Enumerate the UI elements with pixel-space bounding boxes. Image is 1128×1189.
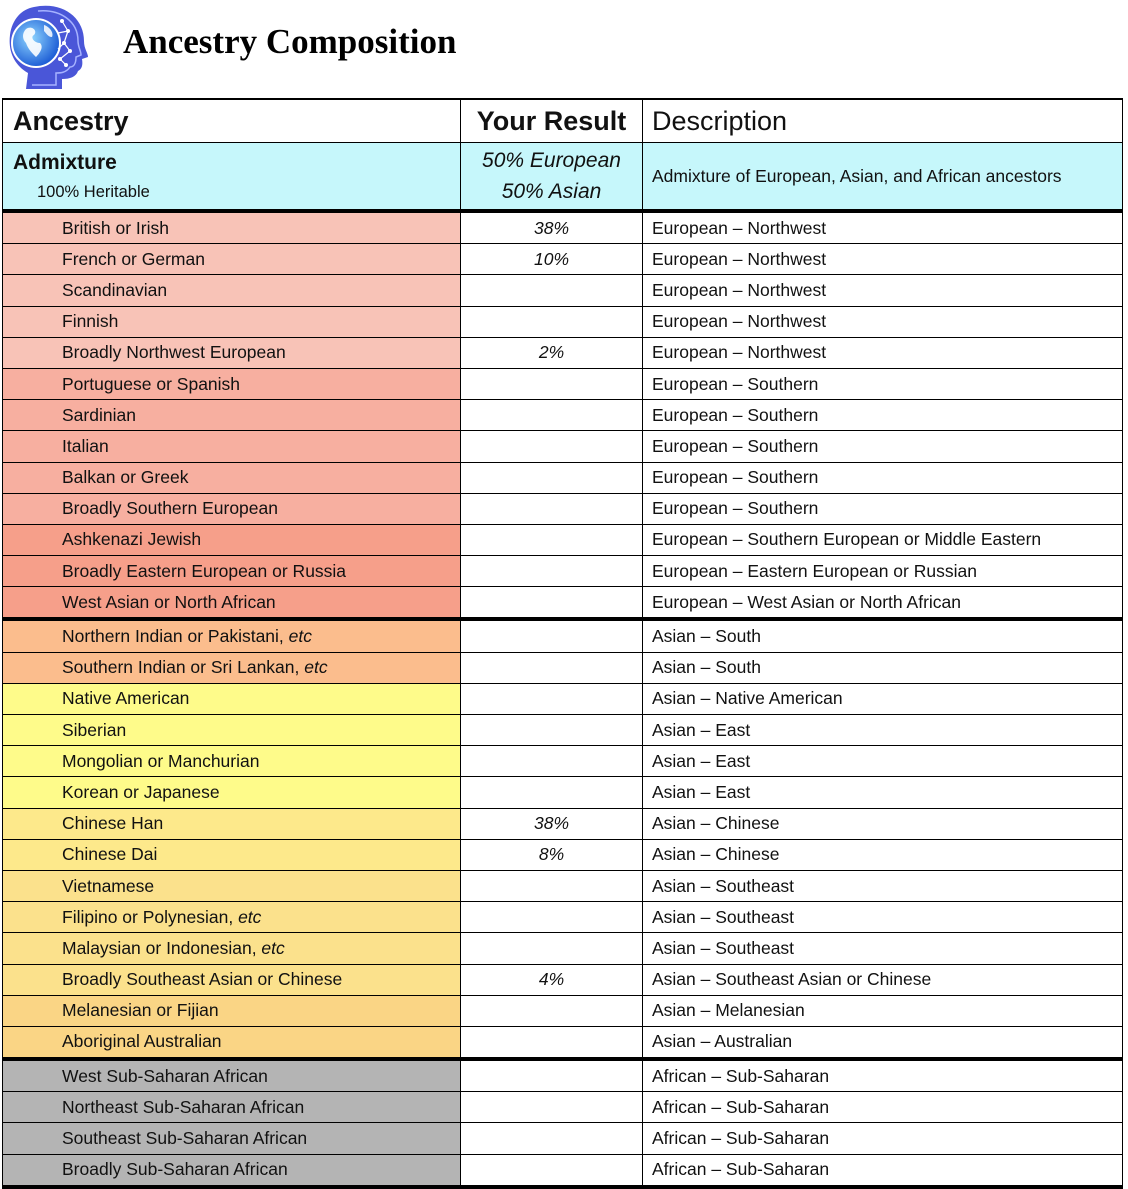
column-header-ancestry: Ancestry <box>3 99 461 143</box>
ancestry-name: Aboriginal Australian <box>62 1031 222 1052</box>
ancestry-name: Broadly Eastern European or Russia <box>62 560 347 581</box>
ancestry-etc: etc <box>288 626 313 647</box>
result-percent <box>461 400 643 431</box>
result-percent <box>461 493 643 524</box>
result-percent <box>461 933 643 964</box>
ancestry-name: Broadly Sub-Saharan African <box>62 1159 288 1180</box>
table-row <box>3 933 1123 964</box>
result-percent: 10% <box>461 244 643 275</box>
ancestry-description: Asian – Southeast <box>643 870 1123 901</box>
ancestry-description: African – Sub-Saharan <box>643 1059 1123 1092</box>
admixture-result-cell <box>461 143 643 212</box>
ancestry-description: Asian – South <box>643 652 1123 683</box>
ancestry-name-cell <box>3 431 461 462</box>
ancestry-name: Vietnamese <box>62 875 155 896</box>
ancestry-name: Northern Indian or Pakistani, <box>62 626 289 647</box>
result-percent: 4% <box>461 964 643 995</box>
ancestry-name: Ashkenazi Jewish <box>62 529 202 550</box>
result-percent <box>461 777 643 808</box>
ancestry-name-cell <box>3 1059 461 1092</box>
table-row <box>3 1092 1123 1123</box>
result-percent <box>461 462 643 493</box>
african-group <box>3 1059 1123 1187</box>
table-row <box>3 683 1123 714</box>
admixture-cell <box>3 143 461 212</box>
result-percent: 38% <box>461 808 643 839</box>
table-row <box>3 746 1123 777</box>
admixture-name: Admixture <box>13 150 117 174</box>
ancestry-description: Asian – Australian <box>643 1026 1123 1059</box>
ancestry-description: European – Southern European or Middle Eastern <box>643 524 1123 555</box>
ancestry-name-cell <box>3 524 461 555</box>
ancestry-name: Broadly Southeast Asian or Chinese <box>62 969 343 990</box>
ancestry-name: Sardinian <box>62 404 136 425</box>
ancestry-name: Portuguese or Spanish <box>62 373 241 394</box>
ancestry-name-cell <box>3 995 461 1026</box>
table-row <box>3 211 1123 244</box>
ancestry-description: European – Southern <box>643 368 1123 399</box>
column-header-description: Description <box>643 99 1123 143</box>
table-row <box>3 995 1123 1026</box>
ancestry-description: African – Sub-Saharan <box>643 1154 1123 1187</box>
ancestry-description: European – West Asian or North African <box>643 587 1123 620</box>
result-percent <box>461 524 643 555</box>
ancestry-name-cell <box>3 556 461 587</box>
ancestry-name-cell <box>3 902 461 933</box>
table-row <box>3 400 1123 431</box>
table-row <box>3 462 1123 493</box>
ancestry-name: Native American <box>62 688 190 709</box>
ancestry-name: Siberian <box>62 719 127 740</box>
result-percent <box>461 995 643 1026</box>
ancestry-description: Asian – Southeast <box>643 933 1123 964</box>
ancestry-description: European – Northwest <box>643 275 1123 306</box>
ancestry-name: Filipino or Polynesian, <box>62 906 239 927</box>
ancestry-name: Chinese Dai <box>62 844 158 865</box>
ancestry-name-cell <box>3 1154 461 1187</box>
result-percent <box>461 1154 643 1187</box>
table-row <box>3 1154 1123 1187</box>
table-row <box>3 870 1123 901</box>
ancestry-name: Finnish <box>62 311 119 332</box>
ancestry-name: West Sub-Saharan African <box>62 1065 268 1086</box>
ancestry-name: Southern Indian or Sri Lankan, <box>62 657 305 678</box>
ancestry-name-cell <box>3 1026 461 1059</box>
ancestry-name: Melanesian or Fijian <box>62 1000 219 1021</box>
page-header <box>0 0 1128 98</box>
ancestry-name: British or Irish <box>62 217 169 238</box>
ancestry-description: Asian – Native American <box>643 683 1123 714</box>
admixture-description: Admixture of European, Asian, and African ancestors <box>643 143 1123 212</box>
ancestry-name-cell <box>3 275 461 306</box>
column-header-result: Your Result <box>461 99 643 143</box>
ancestry-description: European – Northwest <box>643 244 1123 275</box>
table-row <box>3 964 1123 995</box>
ancestry-description: European – Southern <box>643 462 1123 493</box>
table-row <box>3 1059 1123 1092</box>
ancestry-description: European – Northwest <box>643 306 1123 337</box>
ancestry-name-cell <box>3 306 461 337</box>
table-row <box>3 808 1123 839</box>
table-row <box>3 337 1123 368</box>
ancestry-name: Chinese Han <box>62 813 164 834</box>
ancestry-name-cell <box>3 1123 461 1154</box>
ancestry-name: Malaysian or Indonesian, <box>62 937 262 958</box>
ancestry-name-cell <box>3 1092 461 1123</box>
ancestry-description: Asian – Southeast Asian or Chinese <box>643 964 1123 995</box>
admixture-row <box>3 143 1123 212</box>
ancestry-name-cell <box>3 619 461 652</box>
table-row <box>3 431 1123 462</box>
ancestry-name: Broadly Southern European <box>62 498 278 519</box>
ancestry-description: Asian – East <box>643 715 1123 746</box>
ancestry-name: Scandinavian <box>62 279 168 300</box>
result-percent <box>461 275 643 306</box>
ancestry-description: European – Eastern European or Russian <box>643 556 1123 587</box>
result-percent <box>461 1059 643 1092</box>
result-percent <box>461 902 643 933</box>
table-row <box>3 619 1123 652</box>
ancestry-name-cell <box>3 652 461 683</box>
result-percent <box>461 368 643 399</box>
table-row <box>3 244 1123 275</box>
ancestry-name-cell <box>3 964 461 995</box>
ancestry-description: African – Sub-Saharan <box>643 1092 1123 1123</box>
ancestry-name-cell <box>3 462 461 493</box>
ancestry-description: European – Southern <box>643 400 1123 431</box>
table-row <box>3 1123 1123 1154</box>
ancestry-description: European – Southern <box>643 431 1123 462</box>
table-row <box>3 368 1123 399</box>
table-row <box>3 493 1123 524</box>
ancestry-description: Asian – Southeast <box>643 902 1123 933</box>
result-percent <box>461 1123 643 1154</box>
result-percent <box>461 746 643 777</box>
result-percent: 2% <box>461 337 643 368</box>
ancestry-name: Mongolian or Manchurian <box>62 750 260 771</box>
ancestry-description: Asian – Chinese <box>643 808 1123 839</box>
european-group <box>3 211 1123 619</box>
table-row <box>3 652 1123 683</box>
admixture-result-line1: 50% European <box>482 149 621 172</box>
ancestry-description: European – Northwest <box>643 337 1123 368</box>
ancestry-name: Balkan or Greek <box>62 467 189 488</box>
table-row <box>3 839 1123 870</box>
ancestry-name-cell <box>3 808 461 839</box>
result-percent <box>461 1026 643 1059</box>
ancestry-name-cell <box>3 715 461 746</box>
ancestry-name-cell <box>3 683 461 714</box>
ancestry-name: Korean or Japanese <box>62 781 220 802</box>
ancestry-description: European – Northwest <box>643 211 1123 244</box>
result-percent: 8% <box>461 839 643 870</box>
result-percent <box>461 587 643 620</box>
ancestry-name-cell <box>3 777 461 808</box>
ancestry-name-cell <box>3 839 461 870</box>
table-row <box>3 902 1123 933</box>
ancestry-name-cell <box>3 368 461 399</box>
ancestry-name-cell <box>3 337 461 368</box>
ancestry-description: European – Southern <box>643 493 1123 524</box>
result-percent: 38% <box>461 211 643 244</box>
table-row <box>3 306 1123 337</box>
table-row <box>3 587 1123 620</box>
result-percent <box>461 431 643 462</box>
result-percent <box>461 306 643 337</box>
table-row <box>3 777 1123 808</box>
result-percent <box>461 1092 643 1123</box>
admixture-subtitle: 100% Heritable <box>37 182 150 201</box>
ancestry-table <box>2 98 1123 1189</box>
ancestry-description: Asian – Chinese <box>643 839 1123 870</box>
ancestry-name-cell <box>3 746 461 777</box>
table-row <box>3 556 1123 587</box>
ancestry-name: Northeast Sub-Saharan African <box>62 1096 305 1117</box>
ancestry-etc: etc <box>261 937 285 958</box>
table-row <box>3 275 1123 306</box>
table-row <box>3 524 1123 555</box>
ancestry-name-cell <box>3 211 461 244</box>
ancestry-name-cell <box>3 244 461 275</box>
result-percent <box>461 619 643 652</box>
ancestry-name: French or German <box>62 248 205 269</box>
header-row <box>3 99 1123 143</box>
ancestry-name: Southeast Sub-Saharan African <box>62 1128 308 1149</box>
asian-group <box>3 619 1123 1059</box>
ancestry-description: Asian – Melanesian <box>643 995 1123 1026</box>
ancestry-etc: etc <box>304 657 328 678</box>
result-percent <box>461 870 643 901</box>
ancestry-name-cell <box>3 493 461 524</box>
ancestry-name: Italian <box>62 435 109 456</box>
admixture-result-line2: 50% Asian <box>501 180 602 203</box>
ancestry-description: Asian – East <box>643 746 1123 777</box>
result-percent <box>461 556 643 587</box>
ancestry-name-cell <box>3 400 461 431</box>
table-row <box>3 1026 1123 1059</box>
page-title: Ancestry Composition <box>123 22 457 61</box>
ancestry-name: Broadly Northwest European <box>62 342 286 363</box>
result-percent <box>461 715 643 746</box>
table-row <box>3 715 1123 746</box>
ancestry-etc: etc <box>238 906 262 927</box>
ancestry-name-cell <box>3 933 461 964</box>
result-percent <box>461 652 643 683</box>
head-globe-icon <box>4 3 90 89</box>
ancestry-name: West Asian or North African <box>62 591 276 612</box>
result-percent <box>461 683 643 714</box>
ancestry-name-cell <box>3 870 461 901</box>
ancestry-description: Asian – East <box>643 777 1123 808</box>
ancestry-description: African – Sub-Saharan <box>643 1123 1123 1154</box>
ancestry-name-cell <box>3 587 461 620</box>
ancestry-description: Asian – South <box>643 619 1123 652</box>
